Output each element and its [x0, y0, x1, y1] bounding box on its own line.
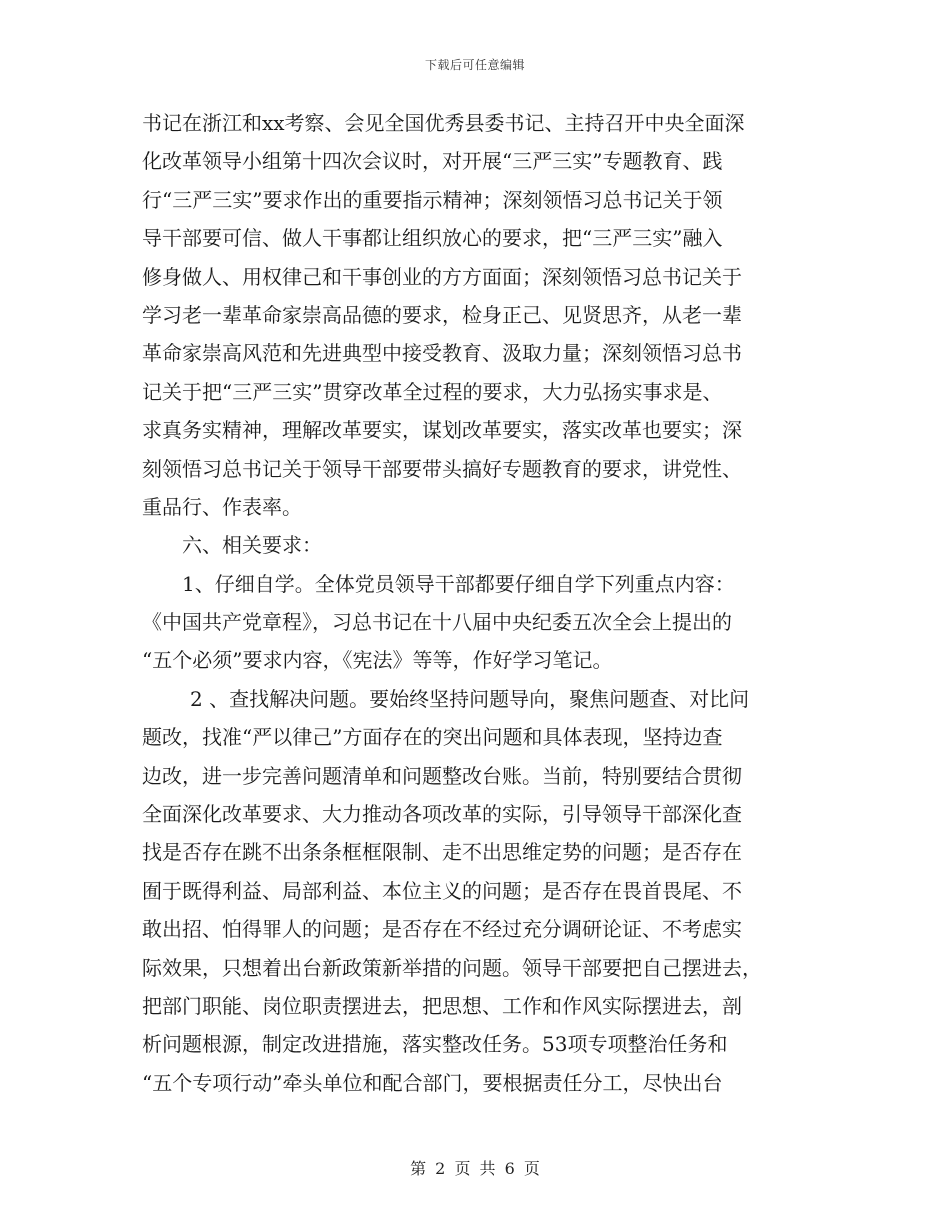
text-line: 析问题根源，制定改进措施，落实整改任务。53项专项整治任务和: [142, 1032, 728, 1057]
text-line: 修身做人、用权律己和干事创业的方方面面；深刻领悟习总书记关于: [142, 264, 742, 289]
text-line: 学习老一辈革命家崇高品德的要求，检身正己、见贤思齐，从老一辈: [142, 302, 742, 327]
text-line: 导干部要可信、做人干事都让组织放心的要求，把“三严三实”融入: [142, 226, 723, 251]
text-line: 囿于既得利益、局部利益、本位主义的问题；是否存在畏首畏尾、不: [142, 878, 742, 903]
page-header: 下载后可任意编辑: [424, 58, 525, 72]
text-line: “五个必须”要求内容，《宪法》等等，作好学习笔记。: [142, 648, 613, 673]
text-line: 际效果，只想着出台新政策新举措的问题。领导干部要把自己摆进去，: [142, 955, 762, 980]
text-line: “五个专项行动”牵头单位和配合部门，要根据责任分工，尽快出台: [142, 1070, 723, 1095]
page-number: 第 2 页 共 6 页: [410, 1159, 540, 1178]
text-line: 敢出招、怕得罪人的问题；是否存在不经过充分调研论证、不考虑实: [142, 917, 742, 942]
text-line: 化改革领导小组第十四次会议时，对开展“三严三实”专题教育、践: [142, 149, 723, 174]
section-heading: 六、相关要求：: [182, 533, 322, 558]
text-line: 行“三严三实”要求作出的重要指示精神；深刻领悟习总书记关于领: [142, 187, 723, 212]
text-line: 全面深化改革要求、大力推动各项改革的实际，引导领导干部深化查: [142, 802, 742, 827]
text-line: 把部门职能、岗位职责摆进去，把思想、工作和作风实际摆进去，剖: [142, 993, 742, 1018]
text-line: 刻领悟习总书记关于领导干部要带头搞好专题教育的要求，讲党性、: [142, 456, 742, 481]
text-line: 革命家崇高风范和先进典型中接受教育、汲取力量；深刻领悟习总书: [142, 341, 742, 366]
text-line: 书记在浙江和xx考察、会见全国优秀县委书记、主持召开中央全面深: [142, 111, 745, 135]
text-line: 2 、查找解决问题。要始终坚持问题导向，聚焦问题查、对比问: [190, 686, 750, 711]
text-line: 题改，找准“严以律己”方面存在的突出问题和具体表现，坚持边查: [142, 725, 723, 750]
text-line: 边改，进一步完善问题清单和问题整改台账。当前，特别要结合贯彻: [142, 763, 742, 788]
text-line: 重品行、作表率。: [142, 494, 302, 519]
text-line: 找是否存在跳不出条条框框限制、走不出思维定势的问题；是否存在: [142, 840, 742, 865]
text-line: 记关于把“三严三实”贯穿改革全过程的要求，大力弘扬实事求是、: [142, 379, 723, 404]
text-line: 《中国共产党章程》，习总书记在十八届中央纪委五次全会上提出的: [142, 610, 732, 635]
text-line: 1、仔细自学。全体党员领导干部都要仔细自学下列重点内容：: [182, 571, 735, 596]
document-body: [142, 104, 812, 1102]
text-line: 求真务实精神，理解改革要实，谋划改革要实，落实改革也要实；深: [142, 418, 742, 443]
